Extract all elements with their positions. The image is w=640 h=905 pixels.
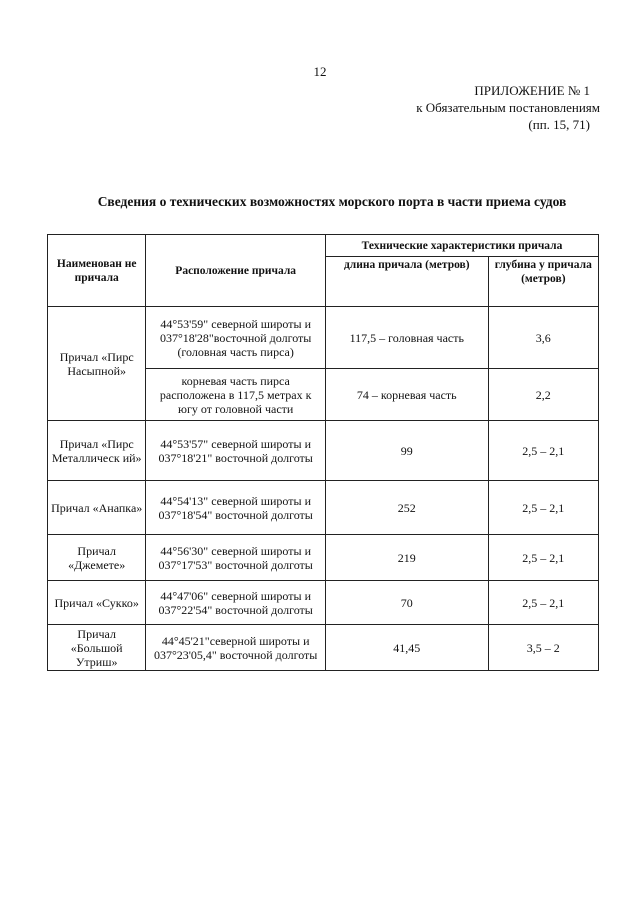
table-header-row	[48, 235, 599, 257]
berth-length: 70	[325, 581, 488, 625]
berth-depth: 2,5 – 2,1	[488, 535, 598, 581]
berth-depth: 2,5 – 2,1	[488, 481, 598, 535]
appendix-reference: к Обязательным постановлениям	[416, 100, 600, 115]
table-row	[48, 535, 599, 581]
berth-length: 41,45	[325, 625, 488, 671]
berth-name: Причал «Сукко»	[48, 581, 146, 625]
berth-name: Причал «Пирс Металлическ ий»	[48, 421, 146, 481]
berth-name: Причал «Джемете»	[48, 535, 146, 581]
appendix-block	[340, 82, 600, 133]
header-depth: глубина у причала (метров)	[488, 257, 598, 307]
header-name: Наименован не причала	[48, 235, 146, 307]
berth-location: 44°53'59" северной широты и 037°18'28"восточной долготы (головная часть пирса)	[146, 307, 326, 369]
appendix-title: ПРИЛОЖЕНИЕ № 1	[474, 83, 590, 98]
table-row	[48, 625, 599, 671]
header-length: длина причала (метров)	[325, 257, 488, 307]
berth-depth: 3,5 – 2	[488, 625, 598, 671]
table-row	[48, 481, 599, 535]
berth-depth: 2,2	[488, 369, 598, 421]
berth-length: 252	[325, 481, 488, 535]
document-title: Сведения о технических возможностях морского порта в части приема судов	[97, 194, 567, 209]
berth-location: 44°47'06" северной широты и 037°22'54" восточной долготы	[146, 581, 326, 625]
berths-table	[47, 234, 599, 671]
berth-depth: 2,5 – 2,1	[488, 421, 598, 481]
page-number: 12	[313, 64, 327, 79]
table-row	[48, 421, 599, 481]
berth-name: Причал «Анапка»	[48, 481, 146, 535]
appendix-clauses: (пп. 15, 71)	[528, 117, 590, 132]
berth-location: 44°45'21"северной широты и 037°23'05,4" восточной долготы	[146, 625, 326, 671]
header-tech: Технические характеристики причала	[325, 235, 598, 257]
table-row	[48, 581, 599, 625]
berth-depth: 2,5 – 2,1	[488, 581, 598, 625]
berth-location: 44°56'30" северной широты и 037°17'53" восточной долготы	[146, 535, 326, 581]
berth-length: 117,5 – головная часть	[325, 307, 488, 369]
berth-location: корневая часть пирса расположена в 117,5 метрах к югу от головной части	[146, 369, 326, 421]
berth-length: 219	[325, 535, 488, 581]
berth-location: 44°54'13" северной широты и 037°18'54" восточной долготы	[146, 481, 326, 535]
table-row	[48, 307, 599, 369]
berth-length: 74 – корневая часть	[325, 369, 488, 421]
berth-length: 99	[325, 421, 488, 481]
berth-name: Причал «Пирс Насыпной»	[48, 307, 146, 421]
header-location: Расположение причала	[146, 235, 326, 307]
berth-location: 44°53'57" северной широты и 037°18'21" восточной долготы	[146, 421, 326, 481]
berth-depth: 3,6	[488, 307, 598, 369]
berth-name: Причал «Большой Утриш»	[48, 625, 146, 671]
